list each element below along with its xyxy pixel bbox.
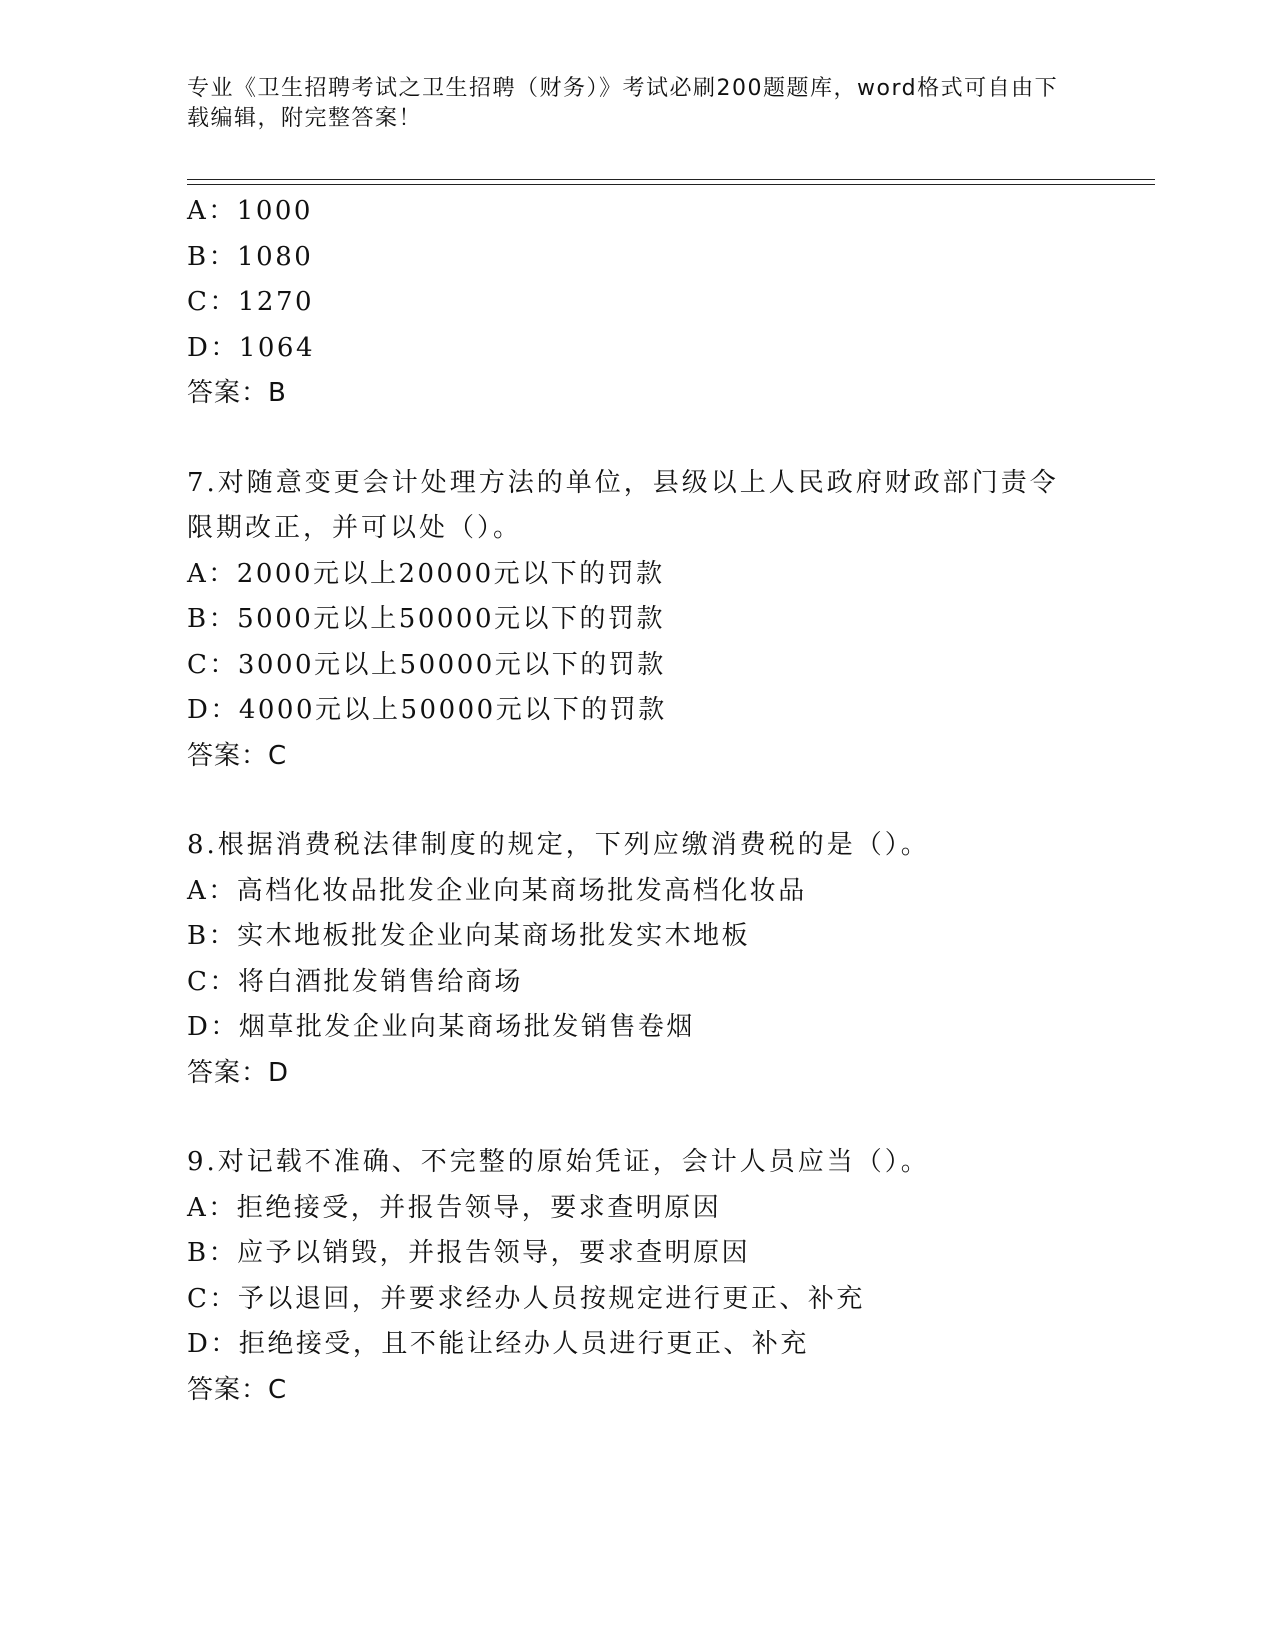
answer: 答案：B — [187, 378, 287, 408]
question-8 — [187, 823, 1147, 1096]
answer: 答案：D — [187, 1057, 290, 1088]
option-b: B：5000元以上50000元以下的罚款 — [187, 604, 665, 634]
option-c: C：将白酒批发销售给商场 — [187, 966, 523, 997]
spacer — [187, 779, 1147, 823]
header-rule-top — [187, 179, 1155, 180]
spacer — [187, 1096, 1147, 1140]
question-stem: 8.根据消费税法律制度的规定，下列应缴消费税的是（）。 — [187, 830, 930, 860]
option-b: B：1080 — [187, 241, 314, 272]
answer: 答案：C — [187, 740, 288, 771]
answer: 答案：C — [187, 1374, 288, 1405]
option-d: D：4000元以上50000元以下的罚款 — [187, 695, 667, 725]
document-header: 专业《卫生招聘考试之卫生招聘（财务）》考试必刷200题题库，word格式可自由下载编辑，附完整答案！ — [187, 76, 1059, 131]
option-b: B：应予以销毁，并报告领导，要求查明原因 — [187, 1238, 751, 1268]
question-6 — [187, 189, 1147, 417]
option-d: D：拒绝接受，且不能让经办人员进行更正、补充 — [187, 1329, 809, 1359]
option-a: A：高档化妆品批发企业向某商场批发高档化妆品 — [187, 875, 807, 906]
option-d: D：烟草批发企业向某商场批发销售卷烟 — [187, 1012, 695, 1042]
question-list — [187, 189, 1147, 1413]
option-a: A：1000 — [187, 196, 313, 226]
option-b: B：实木地板批发企业向某商场批发实木地板 — [187, 921, 751, 951]
spacer — [187, 417, 1147, 461]
question-stem: 7.对随意变更会计处理方法的单位，县级以上人民政府财政部门责令 — [187, 467, 1059, 498]
option-c: C：予以退回，并要求经办人员按规定进行更正、补充 — [187, 1283, 865, 1314]
option-a: A：拒绝接受，并报告领导，要求查明原因 — [187, 1192, 722, 1223]
header-rule-bottom — [187, 184, 1155, 185]
option-c: C：3000元以上50000元以下的罚款 — [187, 649, 666, 680]
question-9 — [187, 1140, 1147, 1413]
option-a: A：2000元以上20000元以下的罚款 — [187, 558, 665, 589]
question-stem-continued: 限期改正，并可以处（）。 — [187, 513, 523, 543]
option-c: C：1270 — [187, 287, 315, 317]
question-7 — [187, 461, 1147, 780]
option-d: D：1064 — [187, 332, 316, 363]
question-stem: 9.对记载不准确、不完整的原始凭证，会计人员应当（）。 — [187, 1147, 930, 1177]
